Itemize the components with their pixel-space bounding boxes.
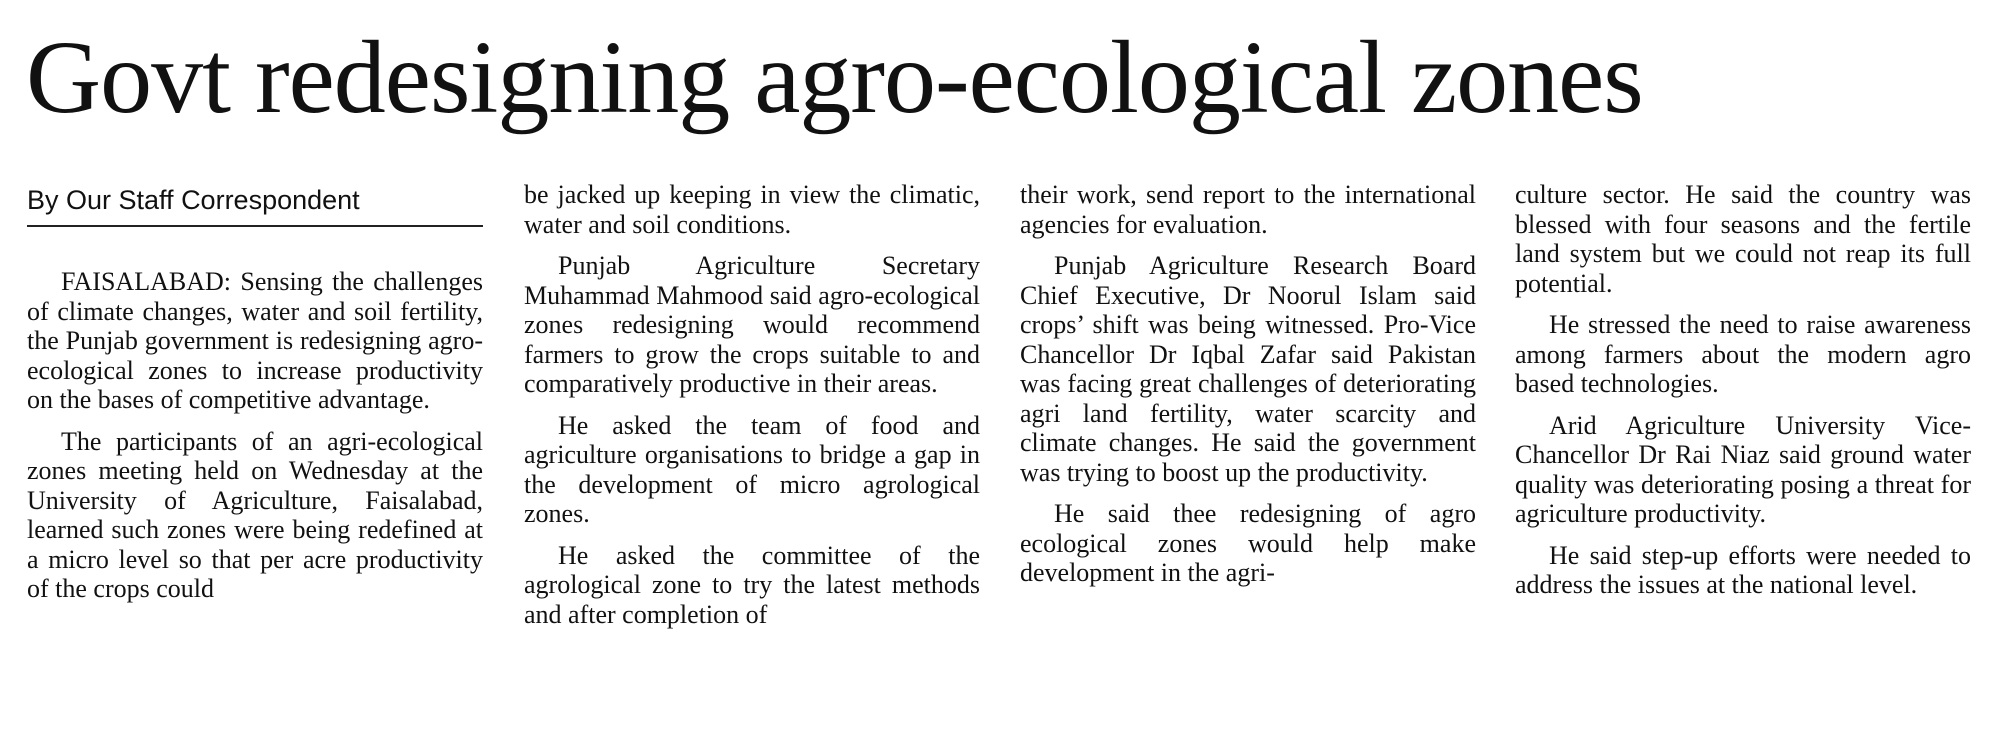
paragraph-continued: culture sector. He said the country was blessed with four seasons and the fertile land system but we could not reap its full potential. <box>1515 180 1971 298</box>
paragraph: The participants of an agri-ecological zones meeting held on Wednesday at the University of Agriculture, Faisalabad, learned such zones were being redefined at a micro level so that per acre productivity of the crops could <box>27 426 483 603</box>
paragraph: Arid Agriculture University Vice-Chancellor Dr Rai Niaz said ground water quality was deteriorating posing a threat for agriculture productivity. <box>1515 410 1971 528</box>
paragraph: FAISALABAD: Sensing the challenges of climate changes, water and soil fertility, the Punjab government is redesigning agro-ecological zones to increase productivity on the bases of competitive advantage. <box>27 267 483 414</box>
paragraph-continued: their work, send report to the international agencies for evaluation. <box>1020 180 1476 239</box>
paragraph: He asked the committee of the agrological zone to try the latest methods and after completion of <box>524 540 980 629</box>
article-column-1 <box>27 180 483 720</box>
paragraph: He said thee redesigning of agro ecological zones would help make development in the agri- <box>1020 499 1476 587</box>
article-column-4 <box>1515 180 1971 720</box>
paragraph: He said step-up efforts were needed to address the issues at the national level. <box>1515 540 1971 599</box>
article-column-2 <box>524 180 980 720</box>
paragraph-continued: be jacked up keeping in view the climatic, water and soil conditions. <box>524 180 980 239</box>
headline: Govt redesigning agro-ecological zones <box>26 20 1643 135</box>
paragraph: Punjab Agriculture Research Board Chief Executive, Dr Noorul Islam said crops’ shift was being witnessed. Pro-Vice Chancellor Dr Iqbal Zafar said Pakistan was facing great challenges of deteriorating agri land fertility, water scarcity and climate changes. He said the government was trying to boost up the productivity. <box>1020 251 1476 487</box>
paragraph: He asked the team of food and agriculture organisations to bridge a gap in the development of micro agrological zones. <box>524 410 980 528</box>
paragraph: Punjab Agriculture Secretary Muhammad Mahmood said agro-ecological zones redesigning would recommend farmers to grow the crops suitable to and comparatively productive in their areas. <box>524 251 980 398</box>
article-column-3 <box>1020 180 1476 720</box>
paragraph: He stressed the need to raise awareness among farmers about the modern agro based technologies. <box>1515 310 1971 398</box>
byline: By Our Staff Correspondent <box>27 180 483 227</box>
